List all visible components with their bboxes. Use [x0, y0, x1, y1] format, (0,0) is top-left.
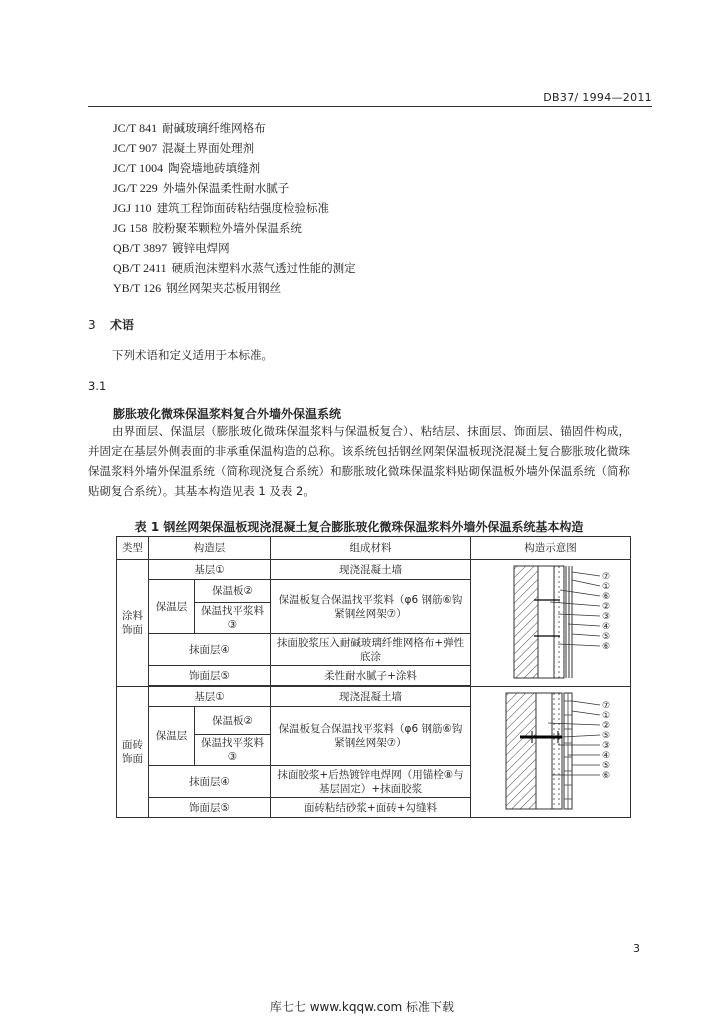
diagram-label: ① [601, 711, 610, 721]
layer-cell: 饰面层⑤ [149, 666, 271, 686]
material-cell: 现浇混凝土墙 [271, 687, 471, 707]
diagram-label: ⑤ [601, 632, 610, 642]
header-diagram: 构造示意图 [471, 537, 631, 560]
reference-item: JG 158 胶粉聚苯颗粒外墙外保温系统 [113, 221, 302, 235]
diagram-label: ① [601, 582, 610, 592]
reference-item: JC/T 1004 陶瓷墙地砖填缝剂 [113, 161, 261, 175]
layer-cell: 保温板② [195, 707, 271, 735]
type-cell: 面砖饰面 [117, 687, 149, 818]
term-title: 膨胀玻化微珠保温浆料复合外墙外保温系统 [113, 407, 342, 421]
material-cell: 保温板复合保温找平浆料（φ6 钢筋⑥钩紧钢丝网架⑦） [271, 707, 471, 766]
reference-item: JGJ 110 建筑工程饰面砖粘结强度检验标准 [113, 201, 330, 215]
diagram-label: ⑦ [601, 701, 610, 711]
coating-construction-diagram [472, 560, 630, 682]
page-number: 3 [633, 942, 640, 955]
header-type: 类型 [117, 537, 149, 560]
section-intro: 下列术语和定义适用于本标准。 [112, 348, 273, 362]
layer-cell: 保温找平浆料③ [195, 603, 271, 634]
diagram-label: ③ [601, 612, 610, 622]
diagram-cell [471, 687, 631, 818]
diagram-label: ② [601, 602, 610, 612]
diagram-label: ⑥ [601, 642, 610, 652]
layer-cell: 保温板② [195, 580, 271, 603]
header-layer: 构造层 [149, 537, 271, 560]
reference-item: YB/T 126 钢丝网架夹芯板用钢丝 [113, 281, 282, 295]
clause-number: 3.1 [88, 379, 107, 393]
diagram-label: ⑥ [601, 592, 610, 602]
construction-table [116, 536, 631, 818]
term-definition: 由界面层、保温层（膨胀玻化微珠保温浆料与保温板复合）、粘结层、抹面层、饰面层、锚固件构成，并固定在基层外侧表面的非承重保温构造的总称。该系统包括钢丝网架保温板现浇混凝土复合膨胀玻化微珠保温浆料外墙外保温系统（简称现浇复合系统）和膨胀玻化微珠保温浆料贴砌保温板外墙外保温系统（简称贴砌复合系统）。其基本构造见表 1 及表 2。 [88, 424, 630, 498]
table-caption: 表 1 钢丝网架保温板现浇混凝土复合膨胀玻化微珠保温浆料外墙外保温系统基本构造 [134, 520, 584, 534]
diagram-label: ④ [601, 751, 610, 761]
header-divider [88, 106, 652, 107]
material-cell: 抹面胶浆压入耐碱玻璃纤维网格布+弹性底涂 [271, 634, 471, 666]
layer-cell: 基层① [149, 560, 271, 580]
reference-item: JG/T 229 外墙外保温柔性耐水腻子 [113, 181, 290, 195]
layer-cell: 保温层 [149, 580, 195, 634]
diagram-label: ④ [601, 622, 610, 632]
layer-cell: 基层① [149, 687, 271, 707]
layer-cell: 保温找平浆料③ [195, 735, 271, 766]
diagram-label: ⑤ [601, 761, 610, 771]
layer-cell: 饰面层⑤ [149, 798, 271, 818]
reference-item: QB/T 3897 镀锌电焊网 [113, 241, 230, 255]
diagram-label: ③ [601, 741, 610, 751]
footer-watermark: 库七七 www.kqqw.com 标准下载 [269, 1000, 455, 1014]
reference-item: QB/T 2411 硬质泡沫塑料水蒸气透过性能的测定 [113, 261, 356, 275]
reference-item: JC/T 841 耐碱玻璃纤维网格布 [113, 121, 266, 135]
material-cell: 面砖粘结砂浆+面砖+勾缝料 [271, 798, 471, 818]
diagram-label: ⑤ [601, 731, 610, 741]
layer-cell: 保温层 [149, 707, 195, 766]
section-heading: 3 术语 [88, 318, 135, 332]
material-cell: 抹面胶浆+后热镀锌电焊网（用锚栓⑧与基层固定）+抹面胶浆 [271, 766, 471, 798]
tile-construction-diagram [472, 687, 630, 813]
diagram-label: ② [601, 721, 610, 731]
material-cell: 柔性耐水腻子+涂料 [271, 666, 471, 686]
diagram-cell [471, 560, 631, 687]
layer-cell: 抹面层④ [149, 634, 271, 666]
type-cell: 涂料饰面 [117, 560, 149, 687]
diagram-label: ⑥ [601, 771, 610, 781]
header-material: 组成材料 [271, 537, 471, 560]
standard-number: DB37/ 1994—2011 [543, 91, 652, 104]
diagram-label: ⑦ [601, 572, 610, 582]
material-cell: 现浇混凝土墙 [271, 560, 471, 580]
layer-cell: 抹面层④ [149, 766, 271, 798]
reference-item: JC/T 907 混凝土界面处理剂 [113, 141, 255, 155]
material-cell: 保温板复合保温找平浆料（φ6 钢筋⑥钩紧钢丝网架⑦） [271, 580, 471, 634]
